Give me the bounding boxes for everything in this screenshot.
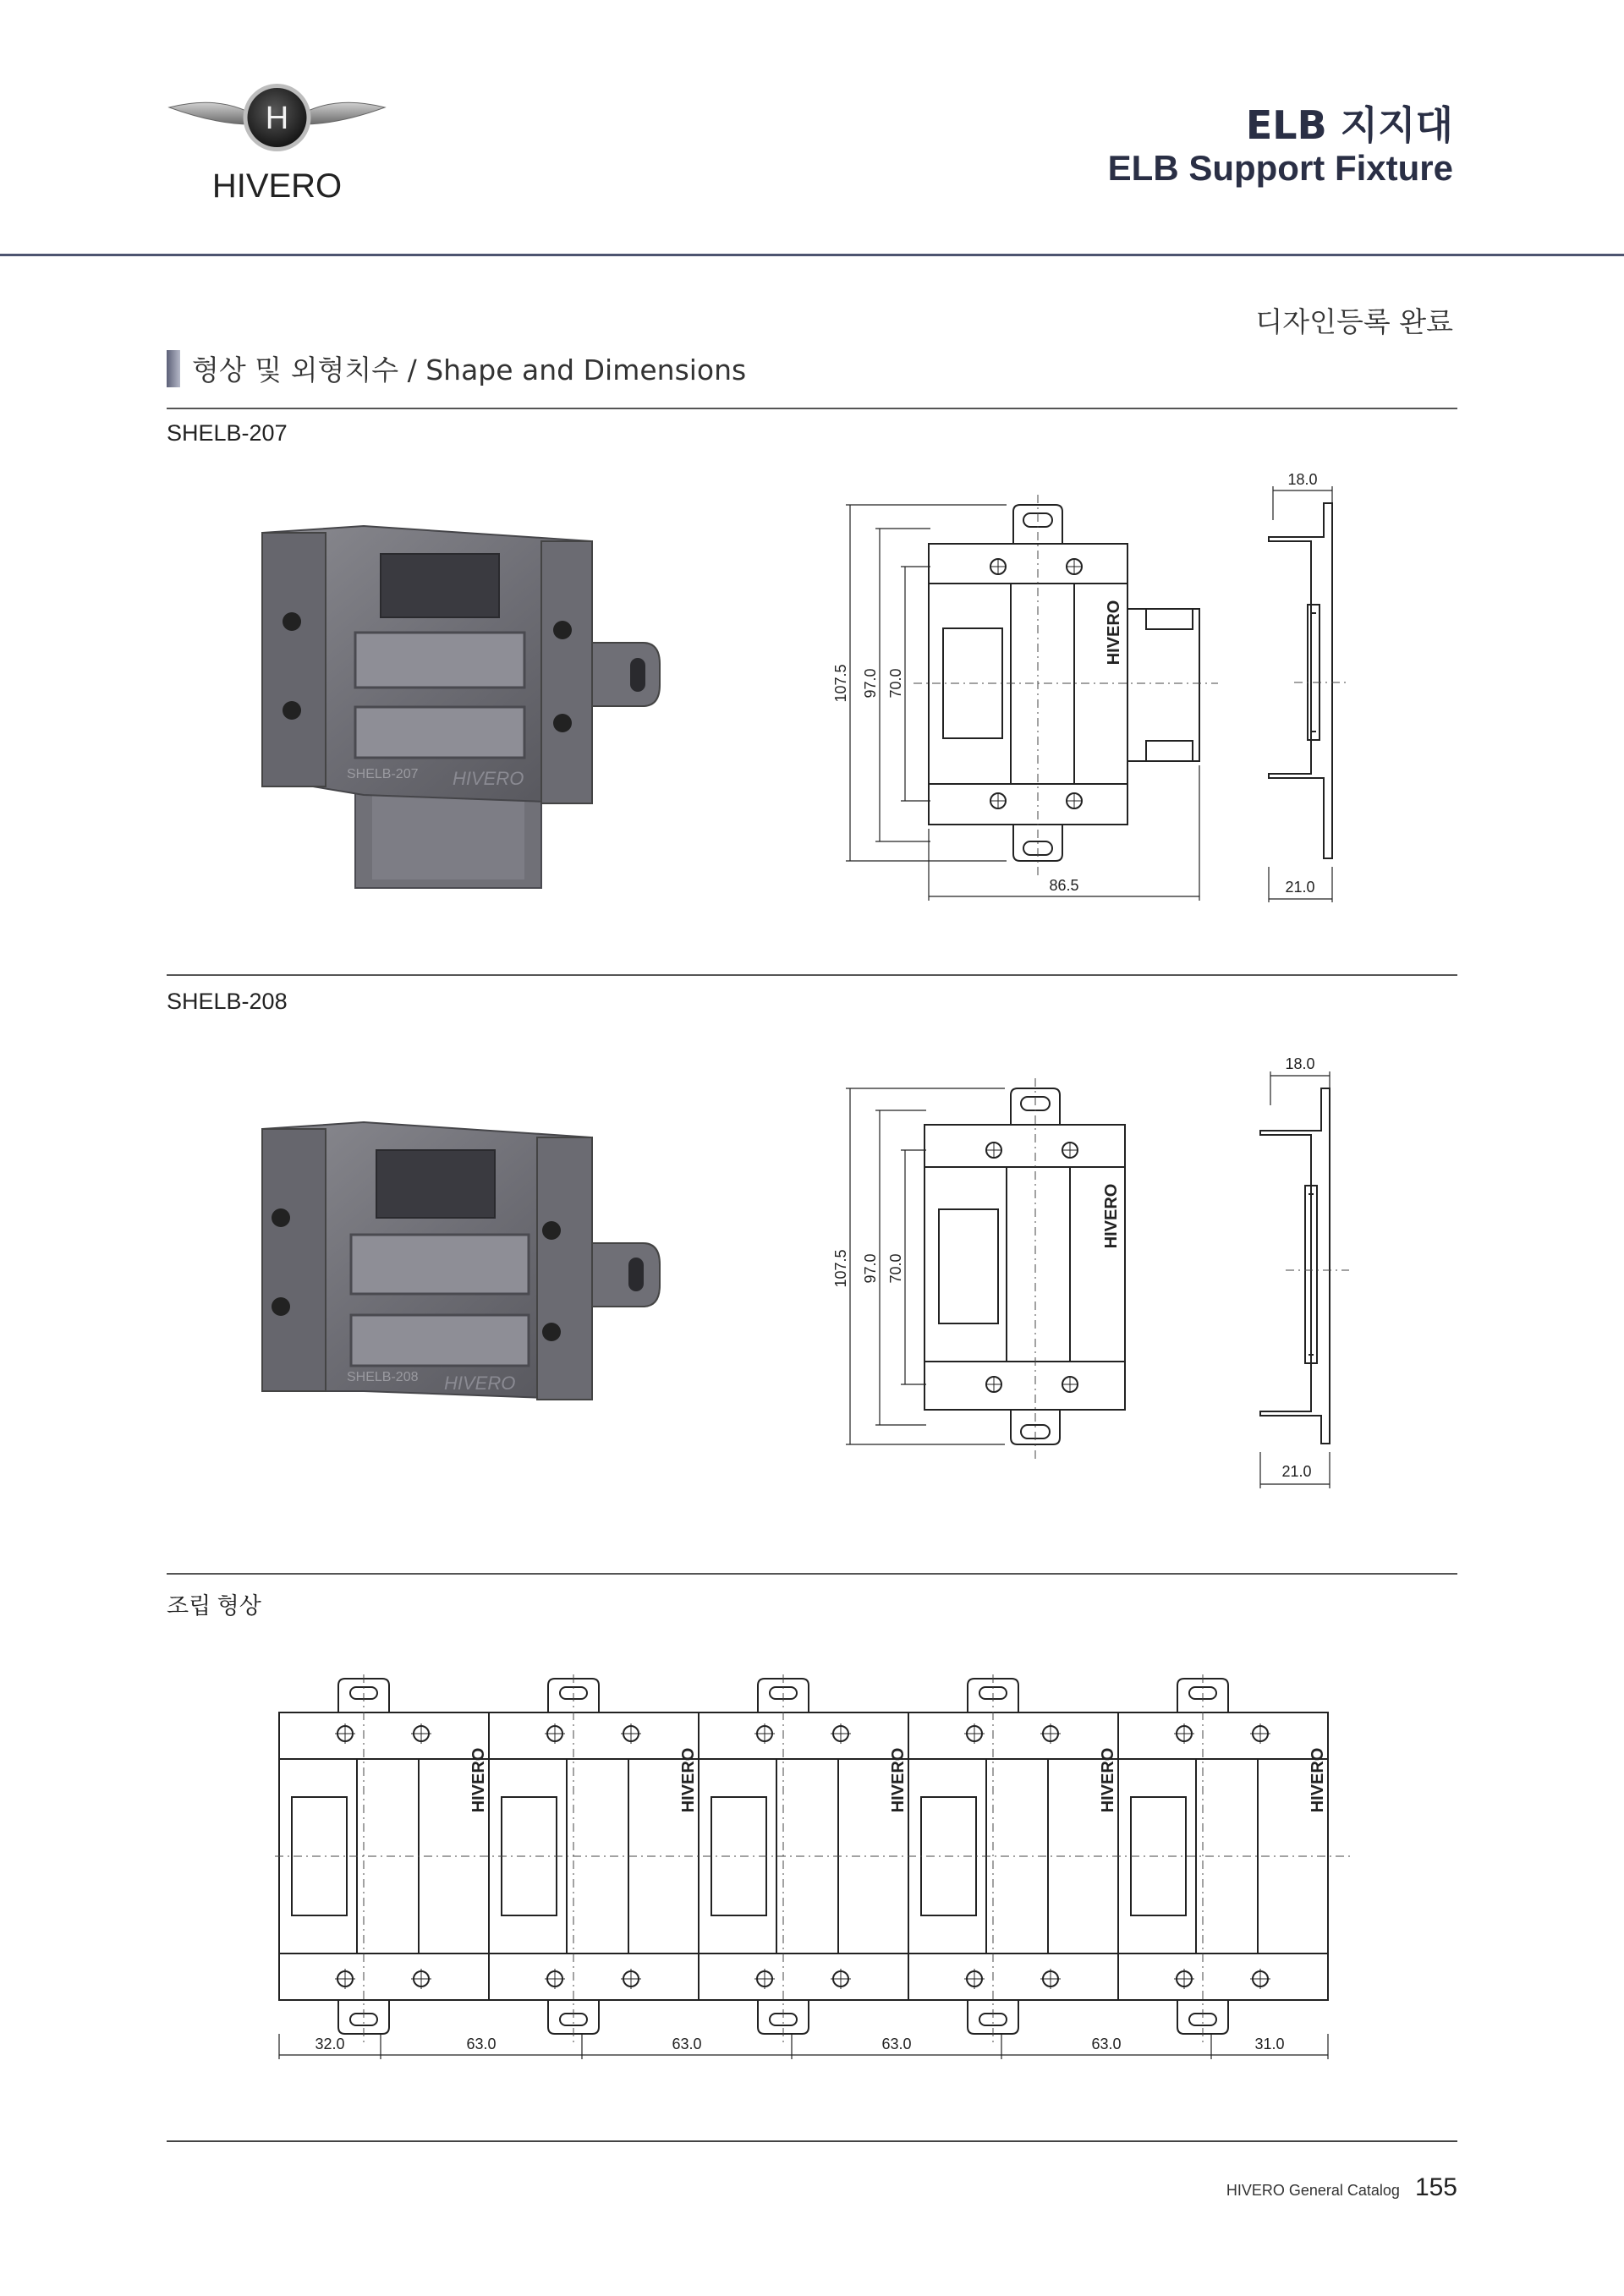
drawing-brand-mark: HIVERO <box>1105 600 1123 666</box>
page-title-en: ELB Support Fixture <box>1107 148 1453 188</box>
front-view-drawing-shelb-207 <box>829 495 1235 909</box>
product-photo-shelb-207 <box>237 516 677 896</box>
product-photo-shelb-208 <box>237 1112 677 1417</box>
assembly-brand-mark: HIVERO <box>679 1747 698 1813</box>
assembly-brand-mark: HIVERO <box>469 1747 488 1813</box>
assembly-dim-label: 63.0 <box>881 2036 912 2052</box>
catalog-name: HIVERO General Catalog <box>1226 2182 1400 2199</box>
dim-height-mid: 97.0 <box>862 668 879 699</box>
side-view-drawing-shelb-208 <box>1252 1042 1353 1494</box>
embossed-brand: HIVERO <box>444 1373 516 1394</box>
assembly-brand-mark: HIVERO <box>1099 1747 1117 1813</box>
section-title: 형상 및 외형치수 / Shape and Dimensions <box>192 353 747 386</box>
assembly-dim-label: 31.0 <box>1254 2036 1285 2052</box>
logo-letter: H <box>265 101 289 136</box>
model-label-1: SHELB-207 <box>167 420 288 446</box>
assembly-unit <box>908 1674 1118 2042</box>
dim-height-inner: 70.0 <box>887 668 904 699</box>
assembly-dim-label: 63.0 <box>1091 2036 1122 2052</box>
drawing-brand-mark: HIVERO <box>1102 1183 1121 1249</box>
model-label-2: SHELB-208 <box>167 989 288 1014</box>
dim-side-top: 18.0 <box>1287 471 1318 488</box>
dim-width: 86.5 <box>1049 877 1079 894</box>
section-bar-icon <box>167 350 180 387</box>
page-title-ko: ELB 지지대 <box>1245 102 1453 148</box>
front-view-drawing-shelb-208 <box>829 1078 1150 1467</box>
side-view-drawing-shelb-207 <box>1252 461 1353 909</box>
assembly-unit <box>489 1674 699 2042</box>
embossed-brand: HIVERO <box>453 768 524 789</box>
dim-side-bottom: 21.0 <box>1285 879 1315 896</box>
brand-name: HIVERO <box>211 167 343 205</box>
page-footer <box>1226 2173 1457 2202</box>
assembly-unit <box>1118 1674 1328 2042</box>
assembly-dim-label: 63.0 <box>466 2036 497 2052</box>
dim-height-inner: 70.0 <box>887 1253 904 1284</box>
design-registration-note: 디자인등록 완료 <box>1255 305 1453 338</box>
embossed-model: SHELB-208 <box>347 1370 419 1384</box>
header-divider <box>0 254 1624 256</box>
assembly-brand-mark: HIVERO <box>1309 1747 1327 1813</box>
dim-height-outer: 107.5 <box>832 1249 849 1288</box>
dim-height-mid: 97.0 <box>862 1253 879 1284</box>
assembly-unit <box>279 1674 489 2042</box>
footer-divider <box>167 2140 1457 2142</box>
assembly-drawing <box>262 1670 1362 2076</box>
assembly-label: 조립 형상 <box>167 1593 261 1619</box>
assembly-dim-label: 32.0 <box>315 2036 345 2052</box>
dim-side-bottom: 21.0 <box>1281 1463 1312 1480</box>
section-rule <box>167 408 1457 409</box>
assembly-dim-label: 63.0 <box>672 2036 702 2052</box>
section-heading <box>167 348 746 388</box>
section-rule <box>167 974 1457 976</box>
page-number: 155 <box>1414 2173 1457 2201</box>
embossed-model: SHELB-207 <box>347 767 419 781</box>
winged-emblem-icon <box>165 80 389 173</box>
dim-height-outer: 107.5 <box>832 664 849 703</box>
assembly-brand-mark: HIVERO <box>889 1747 908 1813</box>
assembly-unit <box>699 1674 908 2042</box>
dim-side-top: 18.0 <box>1285 1055 1315 1072</box>
section-rule <box>167 1573 1457 1575</box>
